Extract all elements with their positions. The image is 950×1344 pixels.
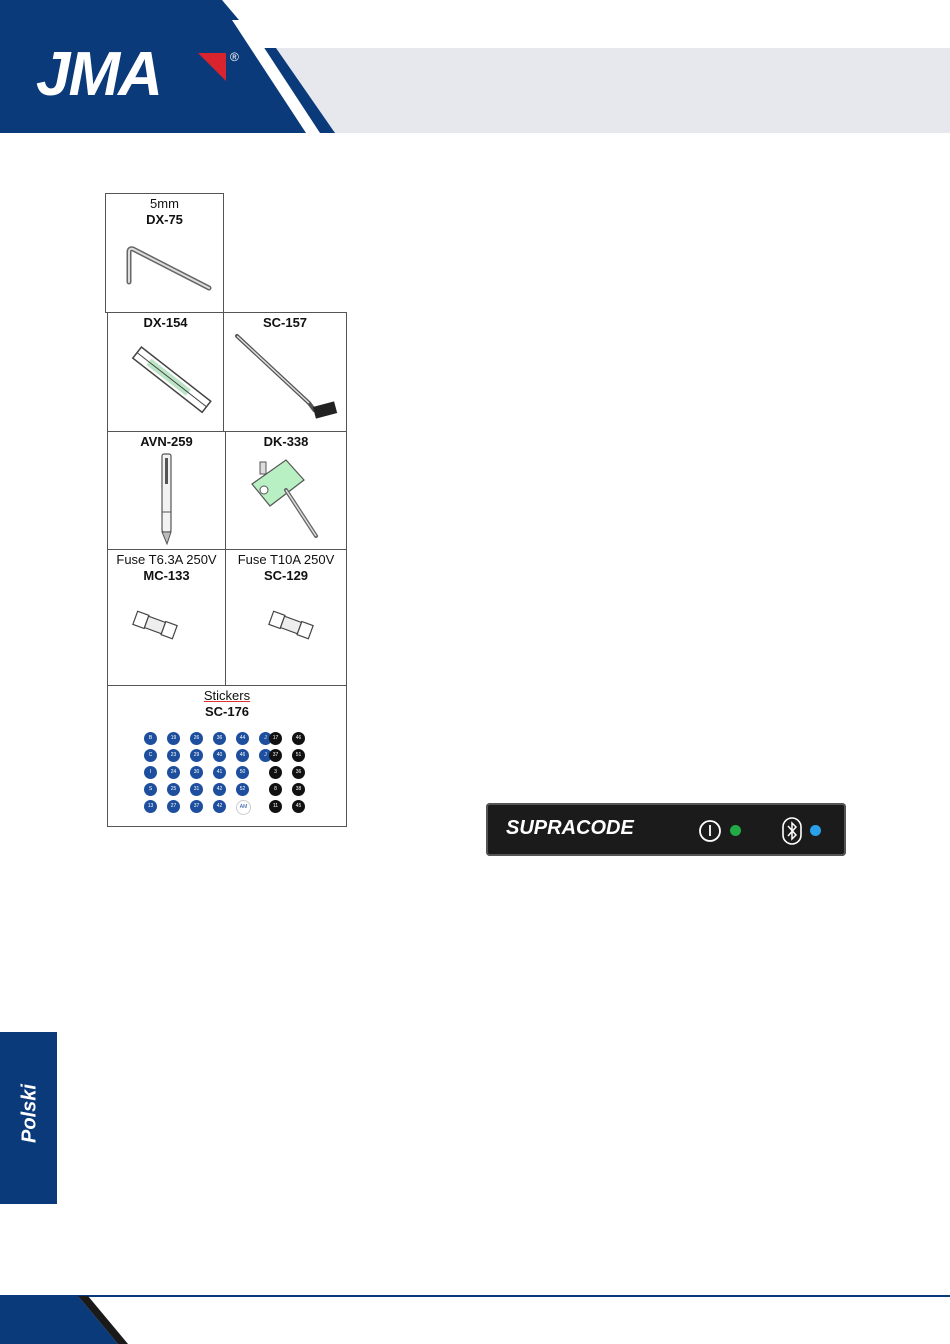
sticker-blue: 50 bbox=[236, 766, 249, 779]
sticker-blue: 41 bbox=[213, 766, 226, 779]
sticker-black: 3 bbox=[269, 766, 282, 779]
sticker-blue: 37 bbox=[190, 800, 203, 813]
part-cell-avn259 bbox=[107, 431, 226, 550]
sticker-blue: 23 bbox=[167, 749, 180, 762]
sticker-blue: 36 bbox=[213, 732, 226, 745]
power-led bbox=[730, 825, 741, 836]
part-spec: Fuse T6.3A 250V bbox=[116, 552, 217, 567]
sticker-black: 45 bbox=[292, 800, 305, 813]
sticker-blue: 13 bbox=[144, 800, 157, 813]
tag-key-icon bbox=[246, 454, 341, 544]
sticker-blue: B bbox=[144, 732, 157, 745]
part-code: SC-157 bbox=[262, 315, 308, 330]
sticker-black: 51 bbox=[292, 749, 305, 762]
sticker-blue: 30 bbox=[190, 766, 203, 779]
sticker-blue: S bbox=[144, 783, 157, 796]
sticker-blue: 27 bbox=[167, 800, 180, 813]
sticker-blue: 42 bbox=[213, 783, 226, 796]
sticker-black: 46 bbox=[292, 732, 305, 745]
fuse-icon bbox=[266, 610, 316, 640]
sticker-blue: 31 bbox=[190, 783, 203, 796]
part-spec: Fuse T10A 250V bbox=[237, 552, 335, 567]
hex-key-icon bbox=[121, 244, 216, 294]
sticker-blue: 52 bbox=[236, 783, 249, 796]
screwdriver-icon bbox=[229, 331, 344, 426]
part-code: SC-129 bbox=[263, 568, 309, 583]
device-control-panel bbox=[486, 803, 846, 856]
part-cell-mc133 bbox=[107, 549, 226, 686]
bluetooth-icon[interactable] bbox=[782, 817, 802, 845]
sticker-blue: J bbox=[259, 732, 272, 745]
part-spec: Stickers bbox=[203, 688, 251, 703]
part-cell-dx154 bbox=[107, 312, 224, 432]
part-code: AVN-259 bbox=[140, 434, 193, 449]
part-cell-sc157 bbox=[223, 312, 347, 432]
sticker-blue: 42 bbox=[213, 800, 226, 813]
sticker-blue: I bbox=[144, 766, 157, 779]
pen-icon bbox=[156, 452, 178, 547]
part-code: SC-176 bbox=[204, 704, 250, 719]
sticker-blue: 29 bbox=[190, 749, 203, 762]
brand-logo: JMA bbox=[36, 40, 161, 109]
sticker-black: 8 bbox=[269, 783, 282, 796]
language-side-tab bbox=[0, 1032, 57, 1204]
sticker-black: 37 bbox=[269, 749, 282, 762]
sticker-blue: AM bbox=[236, 800, 251, 815]
sticker-blue: 25 bbox=[167, 783, 180, 796]
part-cell-sc129 bbox=[225, 549, 347, 686]
fuse-icon bbox=[130, 610, 180, 640]
sticker-black: 17 bbox=[269, 732, 282, 745]
part-cell-dx75 bbox=[105, 193, 224, 313]
sticker-blue: C bbox=[144, 749, 157, 762]
registered-mark: ® bbox=[230, 50, 239, 64]
part-code: DK-338 bbox=[263, 434, 309, 449]
part-code: DX-154 bbox=[143, 315, 188, 330]
sticker-blue: 46 bbox=[236, 749, 249, 762]
part-spec: 5mm bbox=[150, 196, 179, 211]
part-cell-sc176 bbox=[107, 685, 347, 827]
bluetooth-led bbox=[810, 825, 821, 836]
device-brand-label: SUPRACODE bbox=[506, 817, 634, 839]
part-code: DX-75 bbox=[146, 212, 183, 227]
sticker-blue: 40 bbox=[213, 749, 226, 762]
sticker-blue: 24 bbox=[167, 766, 180, 779]
sticker-blue: J bbox=[259, 749, 272, 762]
sticker-blue: 19 bbox=[167, 732, 180, 745]
part-cell-dk338 bbox=[225, 431, 347, 550]
sticker-sheet bbox=[108, 686, 346, 826]
sticker-black: 36 bbox=[292, 766, 305, 779]
tool-key-icon bbox=[123, 338, 218, 418]
language-label: Polski bbox=[18, 1084, 41, 1143]
logo-red-triangle-icon bbox=[198, 53, 226, 81]
sticker-black: 38 bbox=[292, 783, 305, 796]
power-icon[interactable] bbox=[698, 819, 722, 843]
part-code: MC-133 bbox=[143, 568, 190, 583]
sticker-blue: 26 bbox=[190, 732, 203, 745]
sticker-black: 11 bbox=[269, 800, 282, 813]
sticker-blue: 44 bbox=[236, 732, 249, 745]
page-footer bbox=[0, 1290, 950, 1344]
